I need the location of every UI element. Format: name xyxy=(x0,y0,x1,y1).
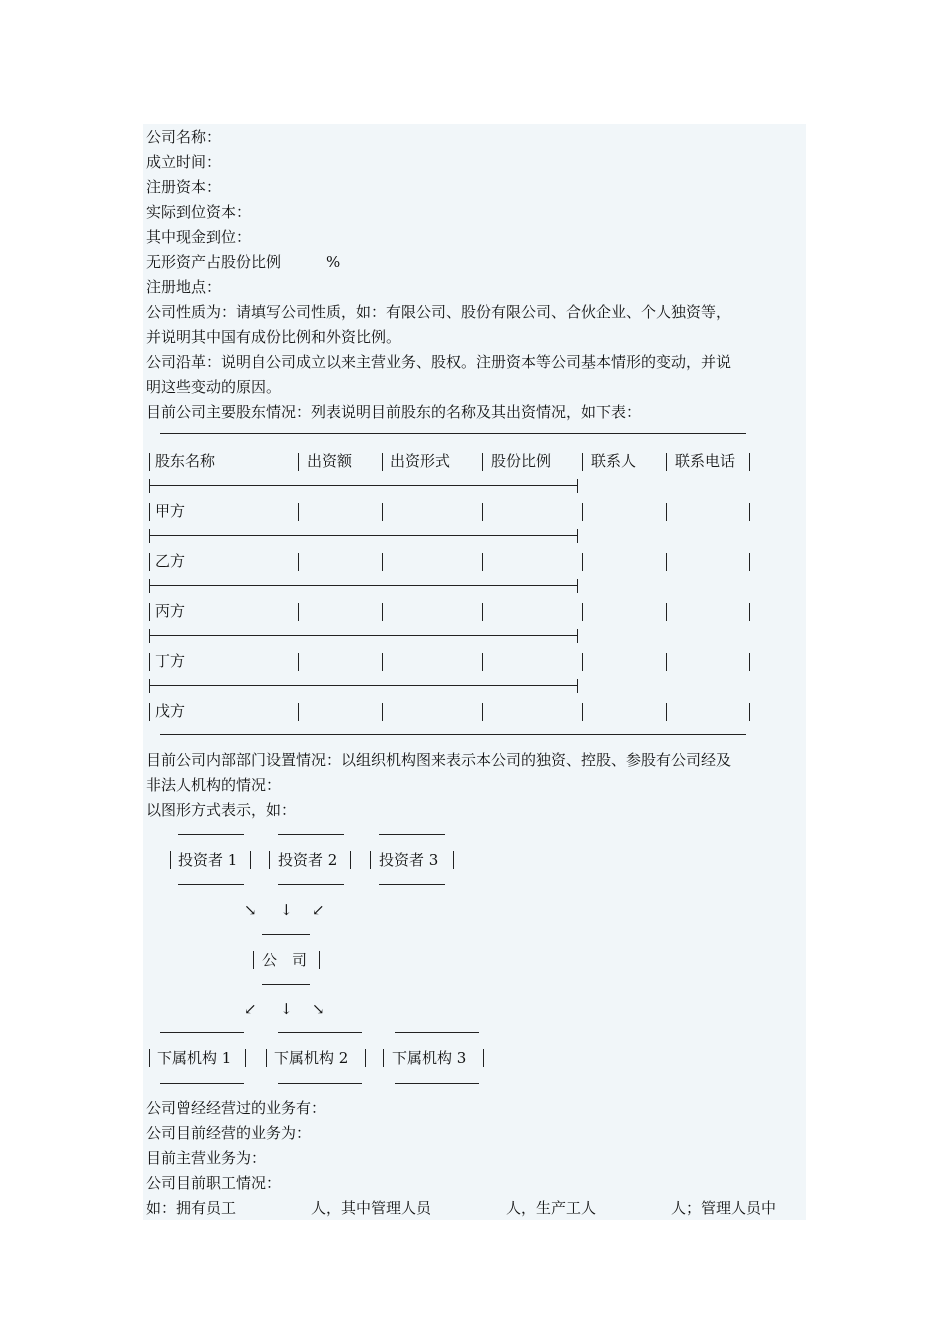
table-bottom-border xyxy=(160,734,746,735)
company-nature-line: 公司性质为：请填写公司性质，如：有限公司、股份有限公司、合伙企业、个人独资等， xyxy=(146,303,732,321)
subsidiary-label: 下属机构 3 xyxy=(392,1049,467,1067)
row-separator xyxy=(150,535,577,536)
vertical-rule xyxy=(382,553,383,571)
vertical-rule xyxy=(266,1049,267,1067)
row-separator xyxy=(150,635,577,636)
vertical-rule xyxy=(482,503,483,521)
investor-label: 投资者 3 xyxy=(379,851,439,869)
vertical-rule xyxy=(582,703,583,721)
vertical-rule xyxy=(149,679,150,693)
header-capital-form: 出资形式 xyxy=(390,452,451,470)
company-nature-line-2: 并说明其中国有成份比例和外资比例。 xyxy=(146,328,402,346)
arrow-down-right-icon: ↘ xyxy=(312,1000,325,1018)
vertical-rule xyxy=(577,629,578,643)
horizontal-rule xyxy=(160,1083,244,1084)
org-intro-line-2: 非法人机构的情况： xyxy=(146,776,282,794)
vertical-rule xyxy=(582,653,583,671)
vertical-rule xyxy=(749,703,750,721)
vertical-rule xyxy=(382,453,383,471)
vertical-rule xyxy=(666,653,667,671)
horizontal-rule xyxy=(262,934,310,935)
vertical-rule xyxy=(149,453,150,471)
investor-label: 投资者 1 xyxy=(178,851,238,869)
row-separator xyxy=(150,685,577,686)
paid-in-capital-line: 实际到位资本： xyxy=(146,203,252,221)
company-name-line: 公司名称： xyxy=(146,128,222,146)
vertical-rule xyxy=(253,951,254,969)
vertical-rule xyxy=(269,851,270,869)
horizontal-rule xyxy=(395,1032,479,1033)
company-history-line: 公司沿革：说明自公司成立以来主营业务、股权。注册资本等公司基本情形的变动，并说 xyxy=(146,353,732,371)
current-business-line: 公司目前经营的业务为： xyxy=(146,1124,312,1142)
company-label: 公 司 xyxy=(262,951,308,969)
row-label: 乙方 xyxy=(155,552,186,570)
header-capital-amount: 出资额 xyxy=(307,452,353,470)
registered-address-line: 注册地点： xyxy=(146,278,222,296)
arrow-down-left-icon: ↙ xyxy=(244,1000,257,1018)
horizontal-rule xyxy=(379,884,445,885)
vertical-rule xyxy=(666,603,667,621)
row-label: 丙方 xyxy=(155,602,186,620)
vertical-rule xyxy=(749,603,750,621)
org-example-line: 以图形方式表示，如： xyxy=(146,801,297,819)
horizontal-rule xyxy=(395,1083,479,1084)
past-business-line: 公司曾经经营过的业务有： xyxy=(146,1099,327,1117)
vertical-rule xyxy=(298,453,299,471)
arrow-down-left-icon: ↙ xyxy=(312,901,325,919)
row-label: 甲方 xyxy=(155,502,186,520)
subsidiary-label: 下属机构 1 xyxy=(157,1049,232,1067)
founded-time-line: 成立时间： xyxy=(146,153,222,171)
vertical-rule xyxy=(382,703,383,721)
vertical-rule xyxy=(382,603,383,621)
vertical-rule xyxy=(370,851,371,869)
vertical-rule xyxy=(298,553,299,571)
main-business-line: 目前主营业务为： xyxy=(146,1149,267,1167)
vertical-rule xyxy=(482,603,483,621)
vertical-rule xyxy=(319,951,320,969)
staff-status-line: 公司目前职工情况： xyxy=(146,1174,282,1192)
vertical-rule xyxy=(453,851,454,869)
row-separator xyxy=(150,485,577,486)
vertical-rule xyxy=(666,553,667,571)
vertical-rule xyxy=(577,479,578,493)
vertical-rule xyxy=(149,603,150,621)
vertical-rule xyxy=(365,1049,366,1067)
horizontal-rule xyxy=(178,834,244,835)
vertical-rule xyxy=(298,603,299,621)
vertical-rule xyxy=(149,503,150,521)
horizontal-rule xyxy=(178,884,244,885)
vertical-rule xyxy=(749,553,750,571)
vertical-rule xyxy=(582,553,583,571)
company-history-line-2: 明这些变动的原因。 xyxy=(146,378,282,396)
header-contact-phone: 联系电话 xyxy=(675,452,736,470)
arrow-down-right-icon: ↘ xyxy=(244,901,257,919)
vertical-rule xyxy=(245,1049,246,1067)
horizontal-rule xyxy=(160,1032,244,1033)
horizontal-rule xyxy=(278,1083,362,1084)
row-label: 丁方 xyxy=(155,652,186,670)
intangible-ratio-line: 无形资产占股份比例 % xyxy=(146,253,341,271)
document-page xyxy=(143,124,806,1220)
vertical-rule xyxy=(577,679,578,693)
table-top-border xyxy=(160,433,746,434)
vertical-rule xyxy=(382,503,383,521)
vertical-rule xyxy=(666,453,667,471)
header-shareholder-name: 股东名称 xyxy=(155,452,216,470)
horizontal-rule xyxy=(379,834,445,835)
horizontal-rule xyxy=(278,834,344,835)
vertical-rule xyxy=(483,1049,484,1067)
row-label: 戊方 xyxy=(155,702,186,720)
vertical-rule xyxy=(577,529,578,543)
investor-label: 投资者 2 xyxy=(278,851,338,869)
vertical-rule xyxy=(149,479,150,493)
vertical-rule xyxy=(149,553,150,571)
row-separator xyxy=(150,585,577,586)
registered-capital-line: 注册资本： xyxy=(146,178,222,196)
vertical-rule xyxy=(749,653,750,671)
header-share-ratio: 股份比例 xyxy=(491,452,552,470)
cash-paid-line: 其中现金到位： xyxy=(146,228,252,246)
vertical-rule xyxy=(482,453,483,471)
vertical-rule xyxy=(149,1049,150,1067)
vertical-rule xyxy=(582,503,583,521)
vertical-rule xyxy=(582,453,583,471)
vertical-rule xyxy=(149,529,150,543)
horizontal-rule xyxy=(262,984,310,985)
vertical-rule xyxy=(382,653,383,671)
vertical-rule xyxy=(582,603,583,621)
shareholders-intro-line: 目前公司主要股东情况：列表说明目前股东的名称及其出资情况，如下表： xyxy=(146,403,642,421)
staff-example-line: 如：拥有员工 人，其中管理人员 人，生产工人 人；管理人员中 xyxy=(146,1199,777,1217)
arrow-down-icon: ↓ xyxy=(280,901,293,919)
org-intro-line: 目前公司内部部门设置情况：以组织机构图来表示本公司的独资、控股、参股有公司经及 xyxy=(146,751,732,769)
vertical-rule xyxy=(482,703,483,721)
vertical-rule xyxy=(149,579,150,593)
vertical-rule xyxy=(749,453,750,471)
vertical-rule xyxy=(666,703,667,721)
vertical-rule xyxy=(577,579,578,593)
vertical-rule xyxy=(383,1049,384,1067)
subsidiary-label: 下属机构 2 xyxy=(274,1049,349,1067)
vertical-rule xyxy=(149,653,150,671)
arrow-down-icon: ↓ xyxy=(280,1000,293,1018)
vertical-rule xyxy=(250,851,251,869)
vertical-rule xyxy=(149,703,150,721)
vertical-rule xyxy=(170,851,171,869)
vertical-rule xyxy=(350,851,351,869)
vertical-rule xyxy=(482,553,483,571)
vertical-rule xyxy=(149,629,150,643)
header-contact-person: 联系人 xyxy=(591,452,637,470)
vertical-rule xyxy=(298,703,299,721)
vertical-rule xyxy=(666,503,667,521)
vertical-rule xyxy=(482,653,483,671)
horizontal-rule xyxy=(278,1032,362,1033)
vertical-rule xyxy=(749,503,750,521)
vertical-rule xyxy=(298,503,299,521)
horizontal-rule xyxy=(278,884,344,885)
vertical-rule xyxy=(298,653,299,671)
